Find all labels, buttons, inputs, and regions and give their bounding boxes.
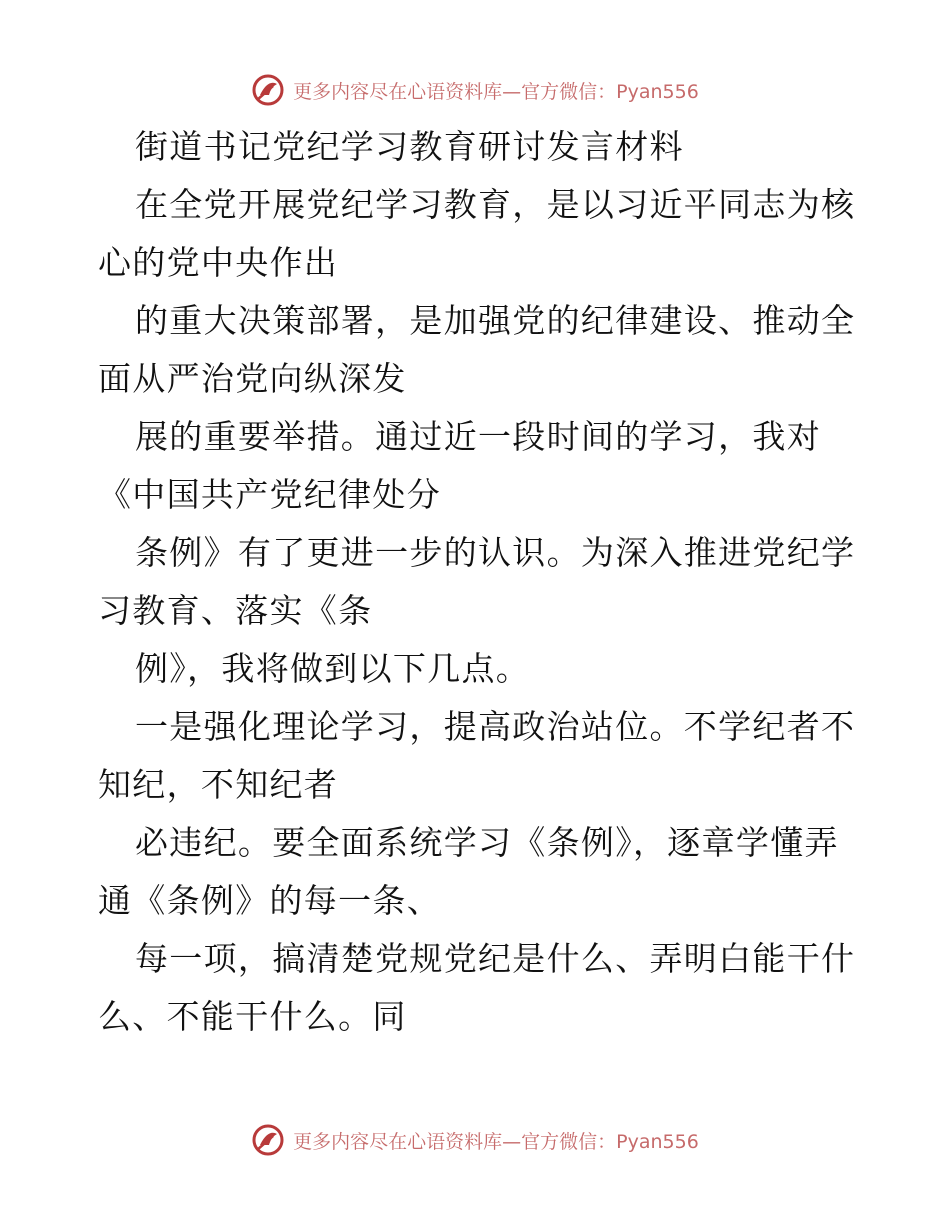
paragraph-line: 在全党开展党纪学习教育，是以习近平同志为核 [135,185,856,224]
paragraph-line: 条例》有了更进一步的认识。为深入推进党纪学 [135,533,856,572]
header-banner-text: 更多内容尽在心语资料库—官方微信：Pyan556 [293,80,699,103]
paragraph-line: 知纪，不知纪者 [98,765,339,804]
document-body [98,118,858,1046]
paragraph-line: 每一项，搞清楚党规党纪是什么、弄明白能干什 [135,939,856,978]
paragraph-line: 么、不能干什么。同 [98,997,407,1036]
paragraph-line: 的重大决策部署，是加强党的纪律建设、推动全 [135,301,856,340]
paragraph-line: 展的重要举措。通过近一段时间的学习，我对 [135,417,821,456]
header-banner [0,70,950,110]
brand-logo-icon [251,73,285,107]
paragraph-line: 面从严治党向纵深发 [98,359,407,398]
brand-logo-icon [251,1123,285,1157]
paragraph-line: 习教育、落实《条 [98,591,373,630]
footer-banner-text: 更多内容尽在心语资料库—官方微信：Pyan556 [293,1130,699,1153]
paragraph-line: 例》，我将做到以下几点。 [135,649,531,688]
paragraph-line: 通《条例》的每一条、 [98,881,441,920]
document-title: 街道书记党纪学习教育研讨发言材料 [135,127,684,166]
paragraph-line: 必违纪。要全面系统学习《条例》，逐章学懂弄 [135,823,839,862]
paragraph-line: 《中国共产党纪律处分 [98,475,441,514]
paragraph-line: 一是强化理论学习，提高政治站位。不学纪者不 [135,707,856,746]
footer-banner [0,1120,950,1160]
paragraph-line: 心的党中央作出 [98,243,339,282]
